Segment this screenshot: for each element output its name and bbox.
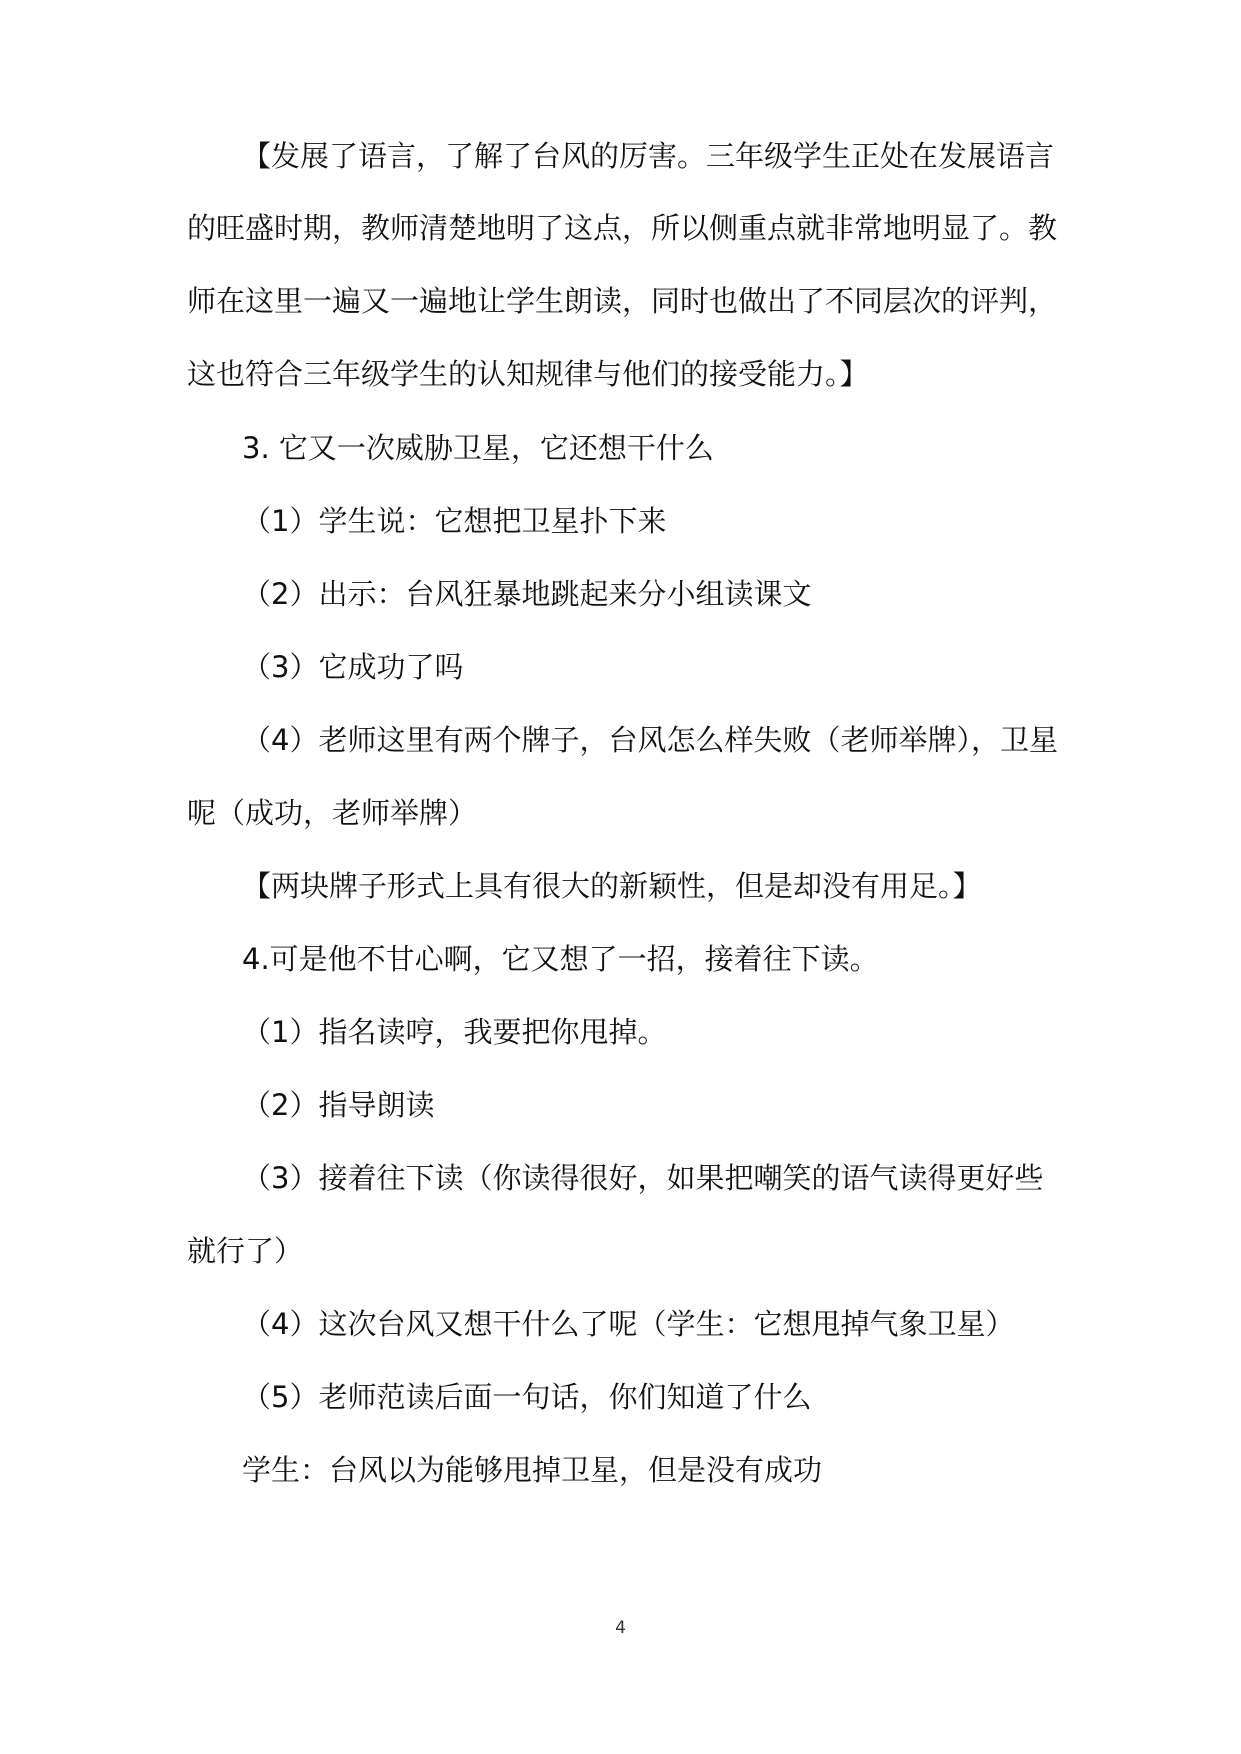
paragraph-commentary-1-line-1: 【发展了语言，了解了台风的厉害。三年级学生正处在发展语言 [242,139,1055,173]
paragraph-commentary-2: 【两块牌子形式上具有很大的新颖性，但是却没有用足。】 [242,869,982,903]
list-item-4-1: （1）指名读哼，我要把你甩掉。 [242,1015,667,1049]
student-response: 学生：台风以为能够甩掉卫星，但是没有成功 [242,1453,823,1487]
page-number: 4 [615,1618,626,1638]
paragraph-commentary-1-line-2: 的旺盛时期，教师清楚地明了这点，所以侧重点就非常地明显了。教 [187,211,1058,245]
section-heading-3: 3. 它又一次威胁卫星，它还想干什么 [242,431,714,465]
list-item-3-4-line-2: 呢（成功，老师举牌） [187,796,478,830]
list-item-4-5: （5）老师范读后面一句话，你们知道了什么 [242,1380,812,1414]
list-item-3-2: （2）出示：台风狂暴地跳起来分小组读课文 [242,577,812,611]
list-item-4-3-line-2: 就行了） [187,1234,304,1268]
list-item-4-4: （4）这次台风又想干什么了呢（学生：它想甩掉气象卫星） [242,1307,1015,1341]
paragraph-commentary-1-line-3: 师在这里一遍又一遍地让学生朗读，同时也做出了不同层次的评判， [187,284,1058,318]
paragraph-commentary-1-line-4: 这也符合三年级学生的认知规律与他们的接受能力。】 [187,357,869,391]
list-item-4-3-line-1: （3）接着往下读（你读得很好，如果把嘲笑的语气读得更好些 [242,1161,1044,1195]
list-item-3-4-line-1: （4）老师这里有两个牌子，台风怎么样失败（老师举牌），卫星 [242,723,1058,757]
section-heading-4: 4.可是他不甘心啊，它又想了一招，接着往下读。 [242,942,879,976]
list-item-3-3: （3）它成功了吗 [242,650,464,684]
list-item-4-2: （2）指导朗读 [242,1088,435,1122]
list-item-3-1: （1）学生说：它想把卫星扑下来 [242,504,667,538]
